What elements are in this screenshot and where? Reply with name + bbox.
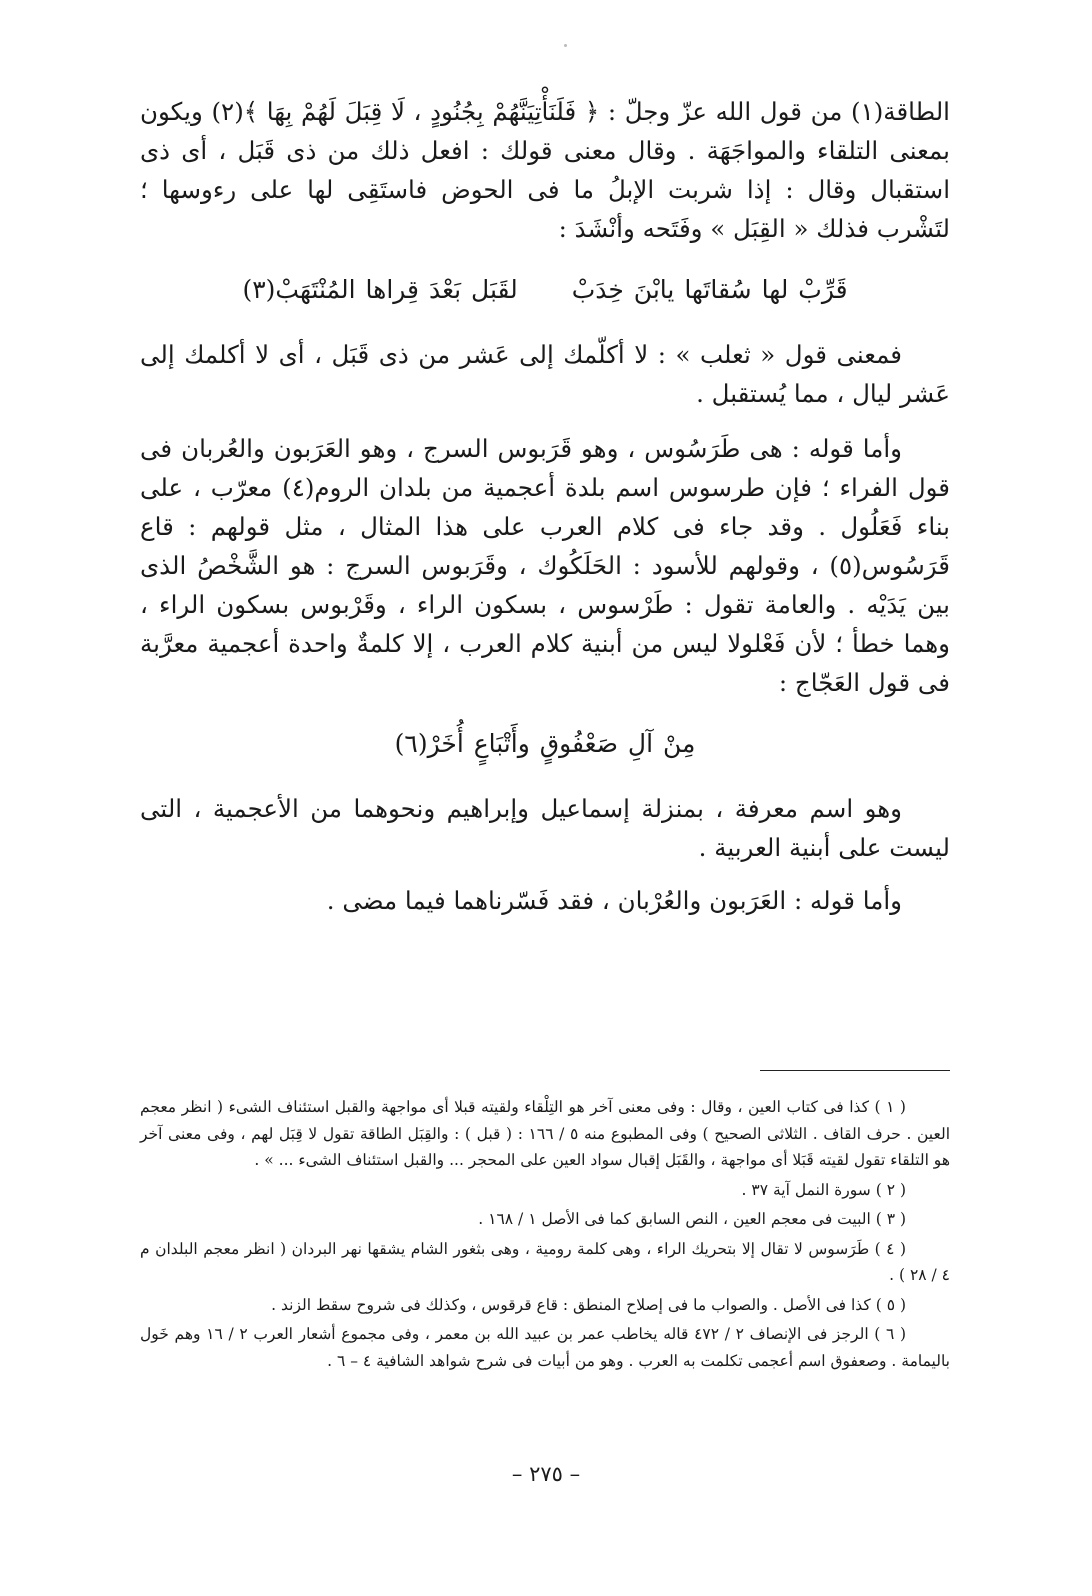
paragraph-5: وأما قوله : العَرَبون والعُرْبان ، فقد فَسّرناهما فيما مضى . <box>326 886 902 915</box>
paragraph-1: الطاقة(١) من قول الله عزّ وجلّ : ﴿ فَلَنَأْتِيَنَّهُمْ بِجُنُودٍ ، لَا قِبَلَ لَهُمْ بِهَا ﴾(٢) ويكون بمعنى التلقاء والمواجَهَة . وقال معنى قولك : افعل ذلك من ذى قَبَل ، أى ذى استقبال وقال : إذا شربت الإبلُ ما فى الحوض فاستَقِى لها على رءوسها ؛ لتَشْرب فذلك « القِبَل » وفَتَحه وأنْشَدَ : <box>140 97 950 243</box>
footnotes <box>140 1094 950 1377</box>
verse-2-line: مِنْ آلِ صَعْفُوقٍ وأَتْبَاعٍ أُخَرْ(٦) <box>394 729 696 758</box>
footnote-4: ( ٤ ) طَرَسوس لا تقال إلا بتحريك الراء ، وهى كلمة رومية ، وهى بثغور الشام يشقها نهر البردان ( انظر معجم البلدان م ٤ / ٢٨ ) . <box>140 1239 950 1284</box>
footnote-1: ( ١ ) كذا فى كتاب العين ، وقال : وفى معنى آخر هو التِلْقاء ولقيته قبلا أى مواجهة والقبل استئناف الشىء ( انظر معجم العين . حرف القاف . الثلاثى الصحيح ) وفى المطبوع منه ٥ / ١٦٦ : ( قبل ) : والقِبَل الطاقة تقول لا قِبَل لهم ، وفى معنى آخر هو التلقاء تقول لقيته قَبَلا أى مواجهة ، والقَبَل إقبال سواد العين على المحجر ... والقبل استئناف الشىء ... » . <box>140 1098 950 1169</box>
verse-1-first-hemistich: قَرِّبْ لها سُقاتَها يابْنَ خِدَبْ <box>571 275 848 304</box>
paragraph-3: وأما قوله : هى طَرَسُوس ، وهو قَرَبوس السرج ، وهو العَرَبون والعُربان فى قول الفراء ؛ فإن طرسوس اسم بلدة أعجمية من بلدان الروم(٤) معرّب ، على بناء فَعَلُول . وقد جاء فى كلام العرب على هذا المثال ، مثل قولهم : قاع قَرَسُوس(٥) ، وقولهم للأسود : الحَلَكُوك ، وقَرَبوس السرج : هو الشَّخْصُ الذى بين يَدَيْه . والعامة تقول : طَرْسوس ، بسكون الراء ، وقَرْبوس بسكون الراء ، وهما خطأ ؛ لأن فَعْلولا ليس من أبنية كلام العرب ، إلا كلمةٌ واحدة أعجمية معرَّبة فى قول العَجّاج : <box>140 434 950 697</box>
verse-1 <box>140 270 950 309</box>
scan-speck <box>564 44 567 47</box>
verse-2 <box>140 724 950 763</box>
footnote-6: ( ٦ ) الرجز فى الإنصاف ٢ / ٤٧٢ قاله يخاطب عمر بن عبيد الله بن معمر ، وفى مجموع أشعار العرب ٢ / ١٦ وهم خَول باليمامة . وصعفوق اسم أعجمى تكلمت به العرب . وهو من أبيات فى شرح شواهد الشافية ٤ – ٦ . <box>140 1325 950 1370</box>
main-text <box>140 92 950 920</box>
verse-1-second-hemistich: لقَبَل بَعْدَ قِراها المُنْتَهَبْ(٣) <box>242 275 518 304</box>
footnote-2: ( ٢ ) سورة النمل آية ٣٧ . <box>741 1180 906 1199</box>
footnote-5: ( ٥ ) كذا فى الأصل . والصواب ما فى إصلاح المنطق : قاع قرقوس ، وكذلك فى شروح سقط الزند . <box>271 1295 906 1314</box>
paragraph-2: فمعنى قول « ثعلب » : لا أكلّمك إلى عَشر من ذى قَبَل ، أى لا أكلمك إلى عَشر ليال ، مما يُستقبل . <box>140 340 950 408</box>
footnote-3: ( ٣ ) البيت فى معجم العين ، النص السابق كما فى الأصل ١ / ١٦٨ . <box>478 1210 906 1228</box>
page-number: – ٢٧٥ – <box>511 1462 581 1486</box>
paragraph-4: وهو اسم معرفة ، بمنزلة إسماعيل وإبراهيم ونحوهما من الأعجمية ، التى ليست على أبنية العربية . <box>140 794 950 862</box>
footnote-divider <box>760 1070 950 1071</box>
